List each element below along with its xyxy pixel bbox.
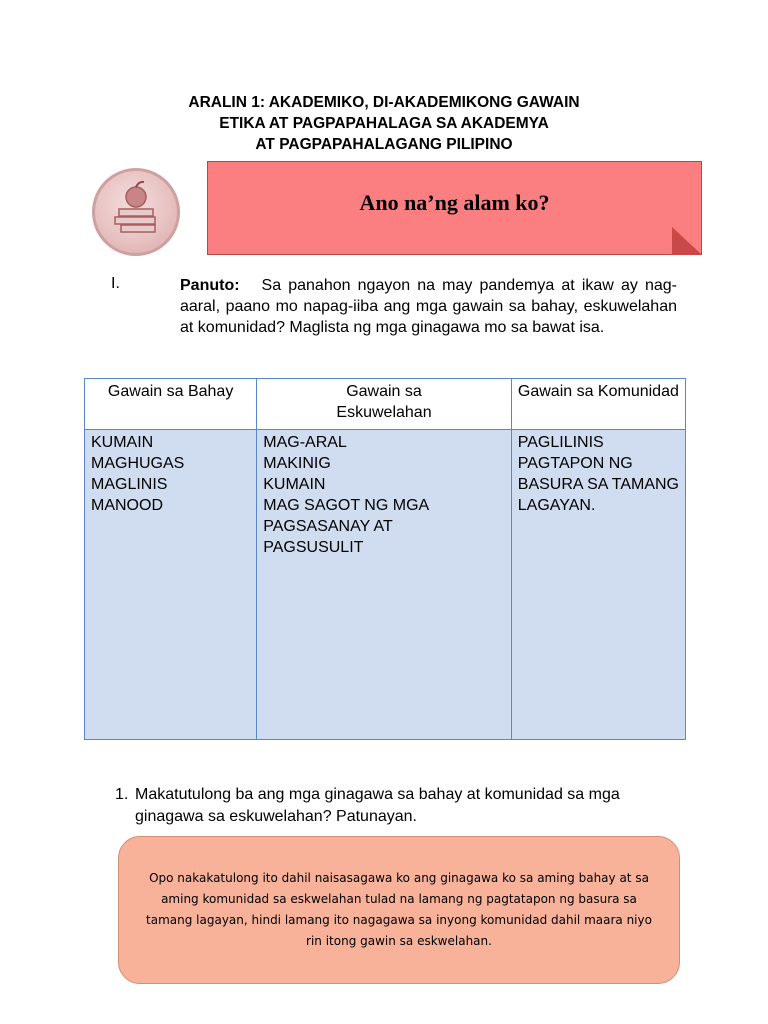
list-item: KUMAIN: [263, 476, 326, 493]
list-item: MAGLINIS: [91, 476, 168, 493]
header-home: Gawain sa Bahay: [85, 379, 257, 430]
column-home: [85, 430, 257, 740]
instruction-text: Sa panahon ngayon na may pandemya at ikaw ay nag-aaral, paano mo napag-iiba ang mga gawain sa bahay, eskuwelahan at komunidad? Maglista ng mga ginagawa mo sa bawat isa.: [180, 277, 677, 336]
question-number: 1.: [115, 786, 129, 803]
list-item: BASURA SA TAMANG: [517, 476, 679, 493]
section-banner: [207, 161, 702, 255]
header-community: Gawain sa Komunidad: [511, 379, 685, 430]
lesson-title-line-3: AT PAGPAPAHALAGANG PILIPINO: [255, 136, 513, 153]
list-item: MAGHUGAS: [91, 455, 185, 472]
list-item: MANOOD: [91, 497, 163, 514]
list-item: MAG SAGOT NG MGA: [263, 497, 430, 514]
banner-title: Ano na’ng alam ko?: [359, 190, 550, 215]
list-item: PAGLILINIS: [517, 434, 604, 451]
column-community: [511, 430, 685, 740]
list-item: PAGTAPON NG: [517, 455, 633, 472]
question-block: [115, 784, 680, 828]
instruction-number: I.: [111, 275, 120, 292]
activities-table: [84, 378, 686, 740]
list-item: PAGSASANAY AT: [263, 518, 393, 535]
column-school: [257, 430, 512, 740]
answer-text: Opo nakakatulong ito dahil naisasagawa ko ang ginagawa ko sa aming bahay at sa aming komunidad sa eskwelahan tulad na lamang ng pagtatapon ng basura sa tamang lagayan, hindi lamang ito nagagawa sa inyong komunidad dahil maara niyo rin itong gawin sa eskwelahan.: [146, 871, 652, 948]
apple-books-logo-icon: [92, 168, 180, 256]
page-fold-corner: [672, 227, 702, 255]
list-item: PAGSUSULIT: [263, 539, 364, 556]
question-text: Makatutulong ba ang mga ginagawa sa bahay at komunidad sa mga ginagawa sa eskuwelahan? Patunayan.: [135, 786, 620, 825]
header-school: Gawain sa Eskuwelahan: [257, 379, 512, 430]
answer-box: [118, 836, 680, 984]
list-item: LAGAYAN.: [517, 497, 596, 514]
lesson-title-line-1: ARALIN 1: AKADEMIKO, DI-AKADEMIKONG GAWAIN: [188, 94, 580, 111]
lesson-title-line-2: ETIKA AT PAGPAPAHALAGA SA AKADEMYA: [219, 115, 549, 132]
list-item: KUMAIN: [91, 434, 154, 451]
list-item: MAKINIG: [263, 455, 331, 472]
instruction-block: [180, 275, 677, 338]
instruction-label: Panuto:: [180, 277, 240, 294]
list-item: MAG-ARAL: [263, 434, 347, 451]
